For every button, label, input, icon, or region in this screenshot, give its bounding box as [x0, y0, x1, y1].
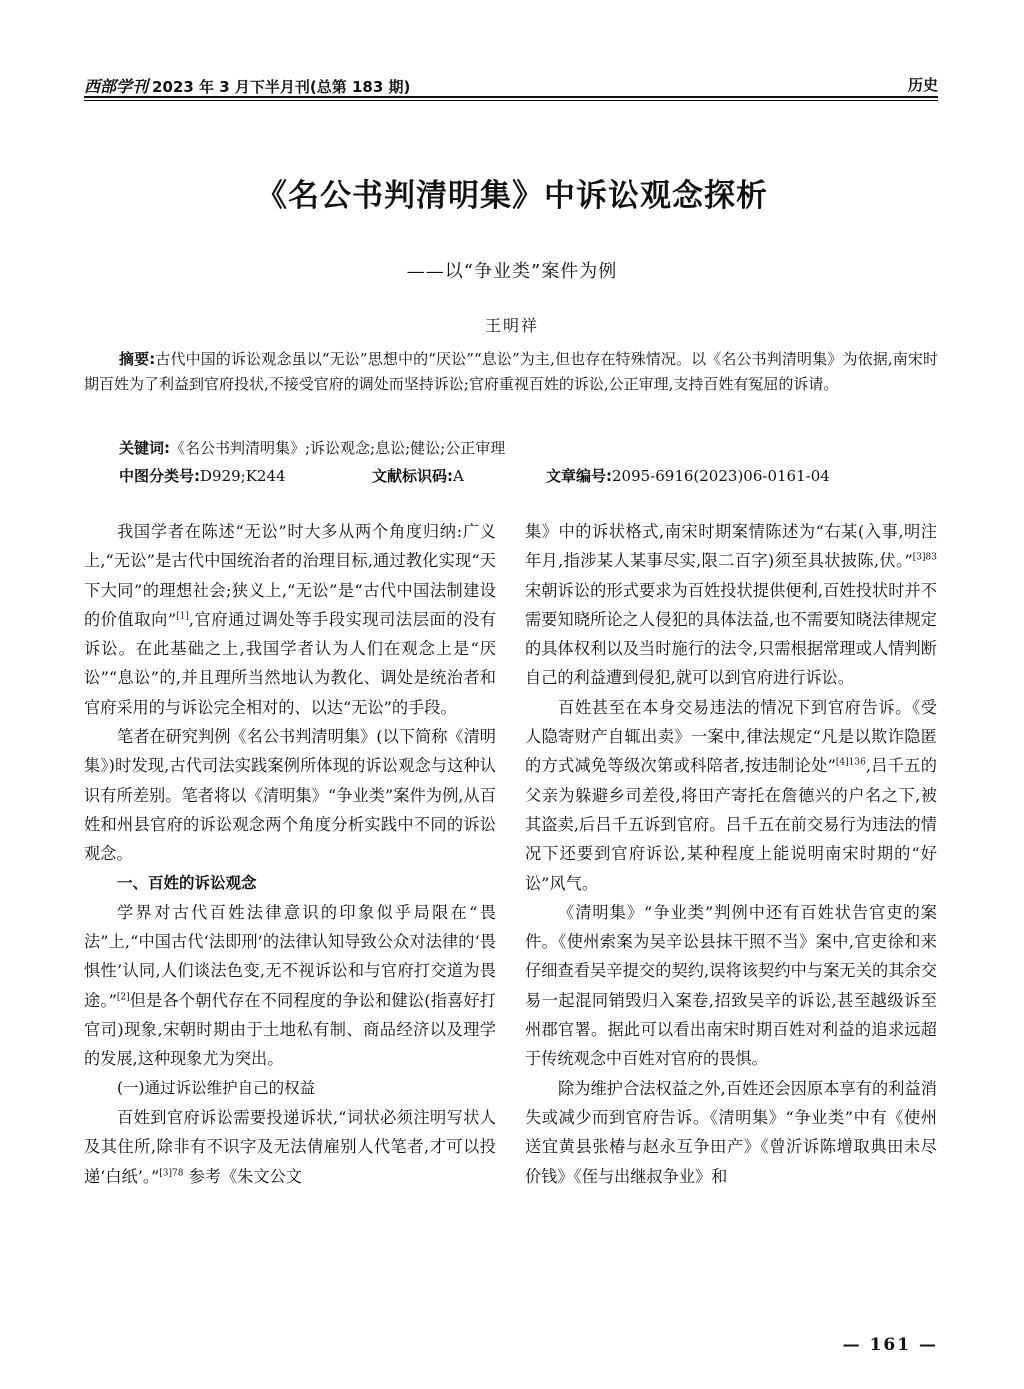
author-name: 王明祥 [484, 316, 539, 335]
page-number: — 161 — [842, 1335, 938, 1355]
article-label: 文章编号: [546, 467, 612, 485]
text-run: ,吕千五的父亲为躲避乡司差役,将田产寄托在詹德兴的户名之下,被其盗卖,后吕千五诉到官府。吕千五在前交易行为违法的情况下还要到官府诉讼,某种程度上能说明南宋时期的“好讼”风气。 [525, 756, 937, 893]
body-column-right [525, 517, 937, 1191]
keywords-label: 关键词: [119, 439, 170, 457]
text-run: 我国学者在陈述“无讼”时大多从两个角度归纳:广义上,“无讼”是古代中国统治者的治理目标,通过教化实现“天下大同”的理想社会;狭义上,“无讼”是“古代中国法制建设的价值取向” [84, 522, 496, 629]
header-rule [84, 96, 938, 98]
keywords-text: 《名公书判清明集》;诉讼观念;息讼;健讼;公正审理 [170, 439, 506, 457]
doc-label: 文献标识码: [372, 467, 453, 485]
citation: [1] [176, 611, 189, 622]
header-left [84, 74, 410, 97]
text-run: 百姓甚至在本身交易违法的情况下到官府告诉。《受人隐寄财产自辄出卖》一案中,律法规定“凡是以欺诈隐匿的方式减免等级次第或科陪者,按违制论处” [525, 697, 937, 776]
doc-value: A [453, 467, 464, 485]
article-value: 2095-6916(2023)06-0161-04 [612, 467, 830, 485]
clc-value: D929;K244 [200, 467, 286, 485]
paragraph [84, 517, 496, 722]
keywords [119, 437, 505, 459]
text-run: 参考《朱文公文 [183, 1166, 302, 1186]
text-run: 宋朝诉讼的形式要求为百姓投状提供便利,百姓投状时并不需要知晓所论之人侵犯的具体法益,也不需要知晓法律规定的具体权利以及当时施行的法令,只需根据常理或人情判断自己的利益遭到侵犯,就可以到官府进行诉讼。 [525, 580, 937, 688]
body-column-left [84, 517, 496, 1191]
article-title: 《名公书判清明集》中诉讼观念探析 [256, 178, 768, 214]
text-run: 百姓到官府诉讼需要投递诉状,“词状必须注明写状人及其住所,除非有不识字及无法倩雇别人代笔者,才可以投递‘白纸’。” [84, 1107, 496, 1186]
abstract [84, 347, 938, 397]
header-rule-thin [84, 100, 938, 101]
citation: [2] [116, 992, 130, 1003]
text-run: ,官府通过调处等手段实现司法层面的没有诉讼。在此基础之上,我国学者认为人们在观念上是“厌讼”“息讼”的,并且理所当然地认为教化、调处是统治者和官府采用的与诉讼完全相对的、以达“无讼”的手段。 [84, 609, 496, 717]
paragraph [525, 693, 937, 898]
paragraph [84, 898, 496, 1074]
doc-code [372, 465, 464, 487]
issue-info: 2023 年 3 月下半月刊(总第 183 期) [152, 78, 411, 96]
text-run: 但是各个朝代存在不同程度的争讼和健讼(指喜好打官司)现象,宋朝时期由于土地私有制、商品经济以及理学的发展,这种现象尤为突出。 [84, 990, 496, 1069]
clc-label: 中图分类号: [119, 467, 200, 485]
paragraph: 笔者在研究判例《名公书判清明集》(以下简称《清明集》)时发现,古代司法实践案例所体现的诉讼观念与这种认识有所差别。笔者将以《清明集》“争业类”案件为例,从百姓和州县官府的诉讼观念两个角度分析实践中不同的诉讼观念。 [84, 727, 496, 864]
text-run: 学界对古代百姓法律意识的印象似乎局限在“畏法”上,“中国古代‘法即刑’的法律认知导致公众对法律的‘畏惧性’认同,人们谈法色变,无不视诉讼和与官府打交道为畏途。” [84, 902, 496, 1010]
article-subtitle: ——以“争业类”案件为例 [406, 261, 618, 282]
citation: [3]83 [912, 552, 937, 563]
abstract-label: 摘要: [119, 350, 156, 368]
running-header [84, 70, 938, 96]
section-name: 历史 [907, 76, 938, 94]
subsection-heading: (一)通过诉讼维护自己的权益 [117, 1078, 316, 1097]
journal-name: 西部学刊 [84, 77, 149, 96]
section-heading: 一、百姓的诉讼观念 [117, 873, 257, 892]
citation: [3]78 [159, 1168, 184, 1179]
clc-code [119, 465, 286, 487]
paragraph: 除为维护合法权益之外,百姓还会因原本享有的利益消失或减少而到官府告诉。《清明集》“争业类”中有《使州送宜黄县张椿与赵永互争田产》《曾沂诉陈增取典田未尽价钱》《侄与出继叔争业》和 [525, 1078, 937, 1186]
citation: [4]136 [835, 757, 866, 768]
paragraph: 《清明集》“争业类”判例中还有百姓状告官吏的案件。《使州索案为吴辛讼县抹干照不当》案中,官吏徐和来仔细查看吴辛提交的契约,误将该契约中与案无关的其余交易一起混同销毁归入案卷,招致吴辛的诉讼,甚至越级诉至州郡官署。据此可以看出南宋时期百姓对利益的追求远超于传统观念中百姓对官府的畏惧。 [525, 902, 937, 1069]
abstract-text: 古代中国的诉讼观念虽以“无讼”思想中的“厌讼”“息讼”为主,但也存在特殊情况。以《名公书判清明集》为依据,南宋时期百姓为了利益到官府投状,不接受官府的调处而坚持诉讼;官府重视百姓的诉讼,公正审理,支持百姓有冤屈的诉请。 [84, 350, 938, 393]
paragraph [525, 517, 937, 693]
text-run: 集》中的诉状格式,南宋时期案情陈述为“右某(入事,明注年月,指涉某人某事尽实,限二百字)须至具状披陈,伏。” [525, 522, 937, 571]
paragraph [84, 1103, 496, 1191]
article-number [546, 465, 830, 487]
